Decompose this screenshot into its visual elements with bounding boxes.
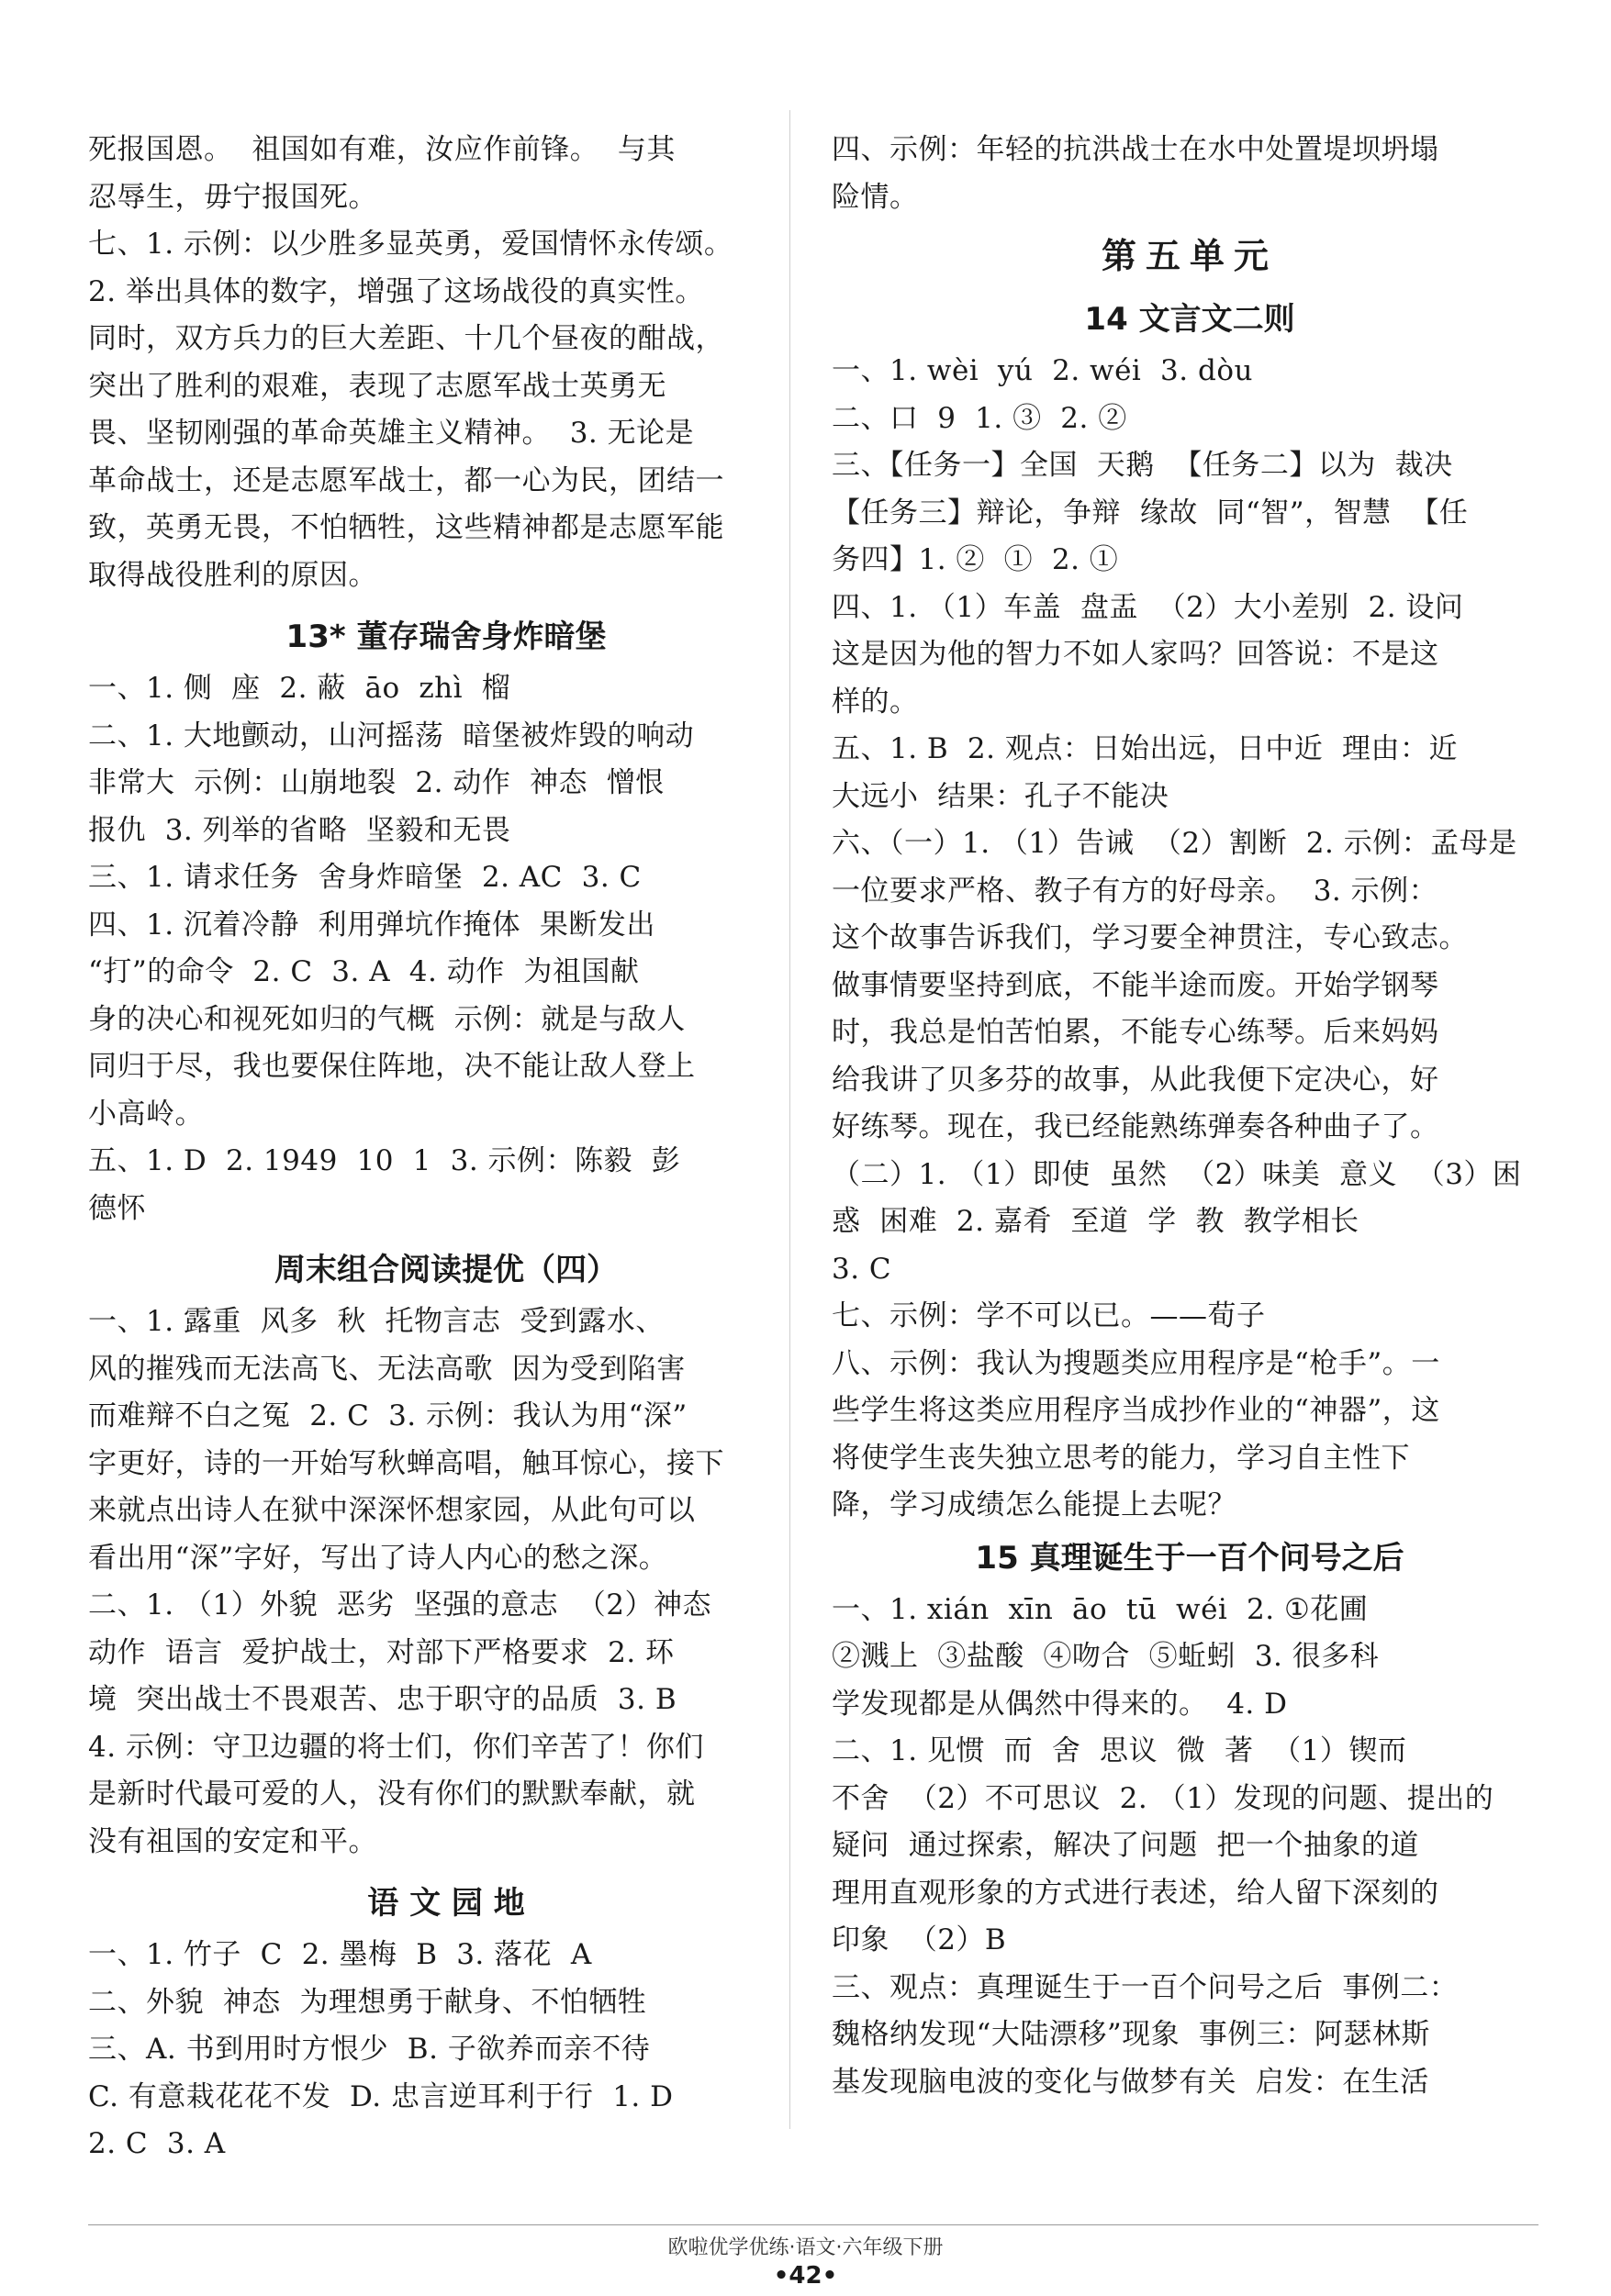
text-line: 2. C 3. A [88,2127,226,2160]
text-line: 3. C [832,1252,892,1286]
text-line: 这是因为他的智力不如人家吗？回答说：不是这 [832,638,1439,671]
text-line: 四、1. 沉着冷静 利用弹坑作掩体 果断发出 [88,908,655,942]
section-heading-language-garden: 语 文 园 地 [367,1885,525,1922]
text-line: “打”的命令 2. C 3. A 4. 动作 为祖国献 [88,955,640,988]
text-line: 身的决心和视死如归的气概 示例：就是与敌人 [88,1002,686,1036]
text-line: 理用直观形象的方式进行表述，给人留下深刻的 [832,1876,1439,1910]
text-line: 魏格纳发现“大陆漂移”现象 事例三：阿瑟林斯 [832,2018,1430,2051]
text-line: 境 突出战士不畏艰苦、忠于职守的品质 3. B [88,1683,677,1716]
text-line: 三、1. 请求任务 舍身炸暗堡 2. AC 3. C [88,861,642,894]
footer-rule [88,2224,1538,2225]
text-line: 五、1. D 2. 1949 10 1 3. 示例：陈毅 彭 [88,1144,681,1177]
text-line: 字更好，诗的一开始写秋蝉高唱，触耳惊心，接下 [88,1446,724,1480]
text-line: 动作 语言 爱护战士，对部下严格要求 2. 环 [88,1635,675,1669]
text-line: 印象 （2）B [832,1923,1007,1956]
right-column [832,127,1548,2106]
text-line: 五、1. B 2. 观点：日始出远，日中近 理由：近 [832,732,1459,765]
text-line: 学发现都是从偶然中得来的。 4. D [832,1687,1288,1721]
text-line: 来就点出诗人在狱中深深怀想家园，从此句可以 [88,1494,696,1527]
text-line: 六、（一）1. （1）告诫 （2）割断 2. 示例：孟母是 [832,827,1517,860]
text-line: 4. 示例：守卫边疆的将士们，你们辛苦了！你们 [88,1730,704,1764]
text-line: 二、1. 大地颤动，山河摇荡 暗堡被炸毁的响动 [88,719,695,752]
footer-book-title: 欧啦优学优练·语文·六年级下册 [667,2236,944,2259]
text-line: 八、示例：我认为搜题类应用程序是“枪手”。一 [832,1346,1440,1380]
text-line: 小高岭。 [88,1097,204,1131]
text-line: 样的。 [832,685,919,719]
text-line: 这个故事告诉我们，学习要全神贯注，专心致志。 [832,921,1468,954]
text-line: 四、示例：年轻的抗洪战士在水中处置堤坝坍塌 [832,133,1439,166]
text-line: 三、【任务一】全国 天鹅 【任务二】以为 裁决 [832,449,1453,482]
column-divider [789,110,790,2129]
text-line: 德怀 [88,1191,146,1225]
text-line: 同归于尽，我也要保住阵地，决不能让敌人登上 [88,1050,696,1083]
text-line: 看出用“深”字好，写出了诗人内心的愁之深。 [88,1541,668,1575]
text-line: （二）1. （1）即使 虽然 （2）味美 意义 （3）困 [832,1157,1522,1191]
text-line: 突出了胜利的艰难，表现了志愿军战士英勇无 [88,369,666,403]
text-line: C. 有意栽花花不发 D. 忠言逆耳利于行 1. D [88,2079,674,2113]
text-line: 2. 举出具体的数字，增强了这场战役的真实性。 [88,274,704,308]
text-line: 一、1. 侧 座 2. 蔽 āo zhì 榴 [88,672,511,705]
text-line: 报仇 3. 列举的省略 坚毅和无畏 [88,813,511,847]
text-line: 险情。 [832,180,919,214]
text-line: 风的摧残而无法高飞、无法高歌 因为受到陷害 [88,1352,686,1386]
text-line: 取得战役胜利的原因。 [88,558,377,592]
left-column [88,127,804,2168]
text-line: 二、1. 见惯 而 舍 思议 微 著 （1）锲而 [832,1734,1407,1767]
text-line: 二、外貌 神态 为理想勇于献身、不怕牺牲 [88,1985,647,2019]
text-line: 做事情要坚持到底，不能半途而废。开始学钢琴 [832,968,1439,1002]
text-line: 二、1. （1）外貌 恶劣 坚强的意志 （2）神态 [88,1588,711,1622]
text-line: 一、1. wèi yú 2. wéi 3. dòu [832,354,1253,387]
text-line: 一位要求严格、教子有方的好母亲。 3. 示例： [832,874,1438,908]
text-line: 而难辩不白之冤 2. C 3. 示例：我认为用“深” [88,1399,688,1432]
text-line: 革命战士，还是志愿军战士，都一心为民，团结一 [88,463,724,497]
text-line: ②溅上 ③盐酸 ④吻合 ⑤蚯蚓 3. 很多科 [832,1640,1380,1673]
text-line: 将使学生丧失独立思考的能力，学习自主性下 [832,1441,1410,1475]
unit-heading: 第五单元 [1101,236,1278,276]
text-line: 没有祖国的安定和平。 [88,1824,377,1858]
text-line: 同时，双方兵力的巨大差距、十几个昼夜的酣战， [88,322,724,355]
text-line: 是新时代最可爱的人，没有你们的默默奉献，就 [88,1778,696,1811]
text-line: 些学生将这类应用程序当成抄作业的“神器”，这 [832,1394,1440,1427]
section-heading-13: 13* 董存瑞舍身炸暗堡 [285,619,607,655]
text-line: 大远小 结果：孔子不能决 [832,779,1169,813]
text-line: 务四】1. ② ① 2. ① [832,543,1119,576]
section-heading-14: 14 文言文二则 [1084,301,1295,338]
text-line: 不舍 （2）不可思议 2. （1）发现的问题、提出的 [832,1781,1494,1815]
text-line: 七、示例：学不可以已。——荀子 [832,1299,1266,1332]
text-line: 给我讲了贝多芬的故事，从此我便下定决心，好 [832,1063,1439,1097]
text-line: 疑问 通过探索，解决了问题 把一个抽象的道 [832,1829,1419,1862]
text-line: 忍辱生，毋宁报国死。 [88,180,377,214]
text-line: 致，英勇无畏，不怕牺牲，这些精神都是志愿军能 [88,511,724,544]
section-heading-15: 15 真理诞生于一百个问号之后 [975,1539,1404,1577]
text-line: 降，学习成绩怎么能提上去呢？ [832,1488,1236,1521]
text-line: 惑 困难 2. 嘉肴 至道 学 教 教学相长 [832,1205,1359,1238]
text-line: 好练琴。现在，我已经能熟练弹奏各种曲子了。 [832,1110,1439,1143]
text-line: 一、1. 竹子 C 2. 墨梅 B 3. 落花 A [88,1938,592,1971]
text-line: 七、1. 示例：以少胜多显英勇，爱国情怀永传颂。 [88,228,733,261]
text-line: 死报国恩。 祖国如有难，汝应作前锋。 与其 [88,133,676,166]
text-line: 时，我总是怕苦怕累，不能专心练琴。后来妈妈 [832,1016,1439,1049]
text-line: 非常大 示例：山崩地裂 2. 动作 神态 憎恨 [88,766,665,799]
text-line: 一、1. 露重 风多 秋 托物言志 受到露水、 [88,1305,665,1338]
text-line: 一、1. xián xīn āo tū wéi 2. ①花圃 [832,1592,1369,1626]
page-number: •42• [773,2262,838,2290]
text-line: 【任务三】辩论，争辩 缘故 同“智”，智慧 【任 [832,496,1469,529]
text-line: 三、A. 书到用时方恨少 B. 子欲养而亲不待 [88,2033,651,2066]
text-line: 三、观点：真理诞生于一百个问号之后 事例二： [832,1970,1459,2004]
text-line: 四、1. （1）车盖 盘盂 （2）大小差别 2. 设问 [832,590,1464,624]
section-heading-weekend-reading: 周末组合阅读提优（四） [274,1252,618,1288]
text-line: 畏、坚韧刚强的革命英雄主义精神。 3. 无论是 [88,417,695,450]
text-line: 二、口 9 1. ③ 2. ② [832,401,1127,435]
text-line: 基发现脑电波的变化与做梦有关 启发：在生活 [832,2065,1429,2099]
